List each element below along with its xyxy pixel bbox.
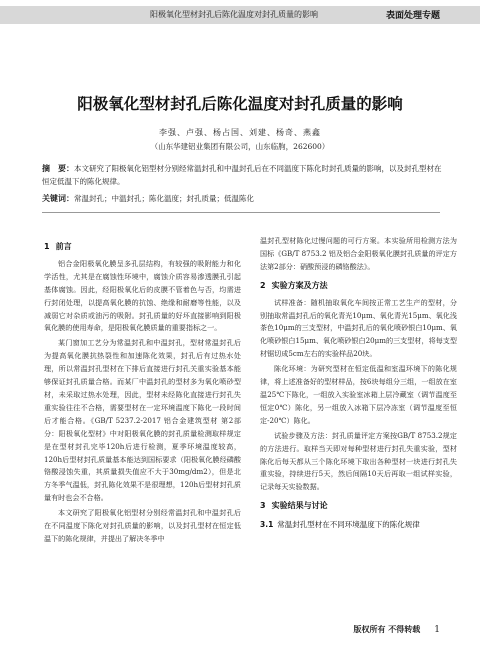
abstract	[42, 162, 442, 188]
paragraph: 铝合金阳极氧化膜呈多孔层结构，有较强的吸附能力和化学活性，尤其是在腐蚀性环境中，腐蚀介质容易渗透膜孔引起基体腐蚀。因此，经阳极氧化后的皮膜不管着色与否，均需进行封闭处理，以提高氧化膜的抗蚀、绝缘和耐磨等性能，以及减弱它对杂质或油污的吸附。封孔质量的好坏直接影响到阳极氧化膜的使用寿命，是阳极氧化膜质量的重要指标之一。	[44, 258, 241, 333]
paragraph: 试验步骤及方法：封孔质量评定方案按GB/T 8753.2规定的方法进行。取样当天即对每种型材进行封孔失重实验，型材陈化后每天都从三个陈化环境下取出各种型材一块进行封孔失重实验，持续进行5天，然后间隔10天后再取一组试样实验，记录每天实验数据。	[260, 430, 457, 492]
paragraph: 试样准备：随机抽取氧化车间按正常工艺生产的型材，分别抽取常温封孔后的氧化青光10μm、氧化青光15μm、氧化浅茶色10μm的三支型材，中温封孔后的氧化喷砂银白10μm、氧化喷砂银白15μm、氧化喷砂银白20μm的三支型材，将每支型材锯切成5cm左右的实验样品20块。	[260, 297, 457, 359]
section-title: 前言	[55, 242, 72, 251]
paragraph: 温封孔型材陈化过慢问题的可行方案。本实验所用检测方法为国标《GB/T 8753.2 铝及铝合金阳极氧化膜封孔质量的评定方法第2部分：硝酸预浸的磷铬酸法》。	[260, 236, 457, 271]
subsection-number: 3.1	[260, 520, 274, 530]
running-header	[0, 0, 480, 30]
abstract-text: 本文研究了阳极氧化铝型材分别经常温封孔和中温封孔后在不同温度下陈化时封孔质量的影响，以及封孔型材在恒定低温下的陈化规律。	[42, 164, 442, 186]
authors: 李强、卢强、杨占国、刘建、杨奇、燕鑫	[159, 128, 321, 137]
keywords-label: 关键词：	[42, 194, 74, 203]
subsection-heading	[260, 519, 457, 532]
abstract-label: 摘 要：	[42, 164, 74, 173]
section-number: 1	[44, 242, 50, 251]
paragraph: 陈化环境：为研究型材在恒定低温和室温环境下的陈化规律，将上述准备好的型材样品，按6块每组分三组，一组放在室温25℃下陈化，一组放入实验室冰箱上层冷藏室（调节温度至恒定0℃）陈化，另一组放入冰箱下层冷冻室（调节温度至恒定-20℃）陈化。	[260, 364, 457, 425]
section-label: 表面处理专题	[386, 11, 441, 21]
affiliation: （山东华建铝业集团有限公司，山东临朐，262600）	[150, 142, 330, 151]
right-column	[260, 235, 457, 535]
keywords-text: 常温封孔；中温封孔；陈化温度；封孔质量；低温陈化	[74, 194, 254, 203]
copyright-notice: 版权所有 不得转载	[353, 624, 421, 634]
running-title: 阳极氧化型材封孔后陈化温度对封孔质量的影响	[150, 10, 318, 19]
subsection-title: 常温封孔型材在不同环境温度下的陈化规律	[277, 520, 420, 530]
section-title: 实验方案及方法	[271, 280, 328, 290]
section-title: 实验结果与讨论	[271, 501, 328, 511]
section-heading	[44, 241, 241, 254]
section-number: 2	[260, 280, 266, 290]
left-column	[44, 235, 241, 548]
section-heading	[260, 500, 457, 513]
paragraph: 某门窗加工艺分为常温封孔和中温封孔，型材常温封孔后为提高氧化膜抗热裂性和加速陈化效果，封孔后有过热水处理，所以常温封孔型材在下排后直接进行封孔关重实验基本能够保证封孔质量合格。而某厂中温封孔的型材多为氧化喷砂型材，未采取过热水处理，因此，型材未经陈化直接进行封孔失重实验往往不合格，需要型材在一定环境温度下陈化一段时间后才能合格。《GB/T 5237.2-2017 铝合金建筑型材 第2部分：阳极氧化型材》中对阳极氧化膜的封孔质量检测取样规定是在型材封孔完毕120h后进行检测，夏季环境温度较高，120h后型材封孔质量基本能达到国标要求（阳极氧化膜经磷酸铬酸浸蚀失重，其质量损失值应不大于30mg/dm2），但是北方冬季气温低，封孔陈化效果不是很理想，120h后型材封孔质量有时也会不合格。	[44, 338, 241, 503]
keywords	[42, 193, 442, 204]
section-heading	[260, 280, 457, 293]
section-number: 3	[260, 501, 266, 511]
paragraph: 本文研究了阳极氧化铝型材分别经常温封孔和中温封孔后在不同温度下陈化对封孔质量的影响，以及封孔型材在恒定低温下的陈化规律，并提出了解决冬季中	[44, 508, 241, 543]
page-footer	[353, 624, 440, 635]
divider	[42, 212, 440, 213]
page-number: 1	[434, 625, 440, 635]
paper-title: 阳极氧化型材封孔后陈化温度对封孔质量的影响	[77, 95, 403, 113]
